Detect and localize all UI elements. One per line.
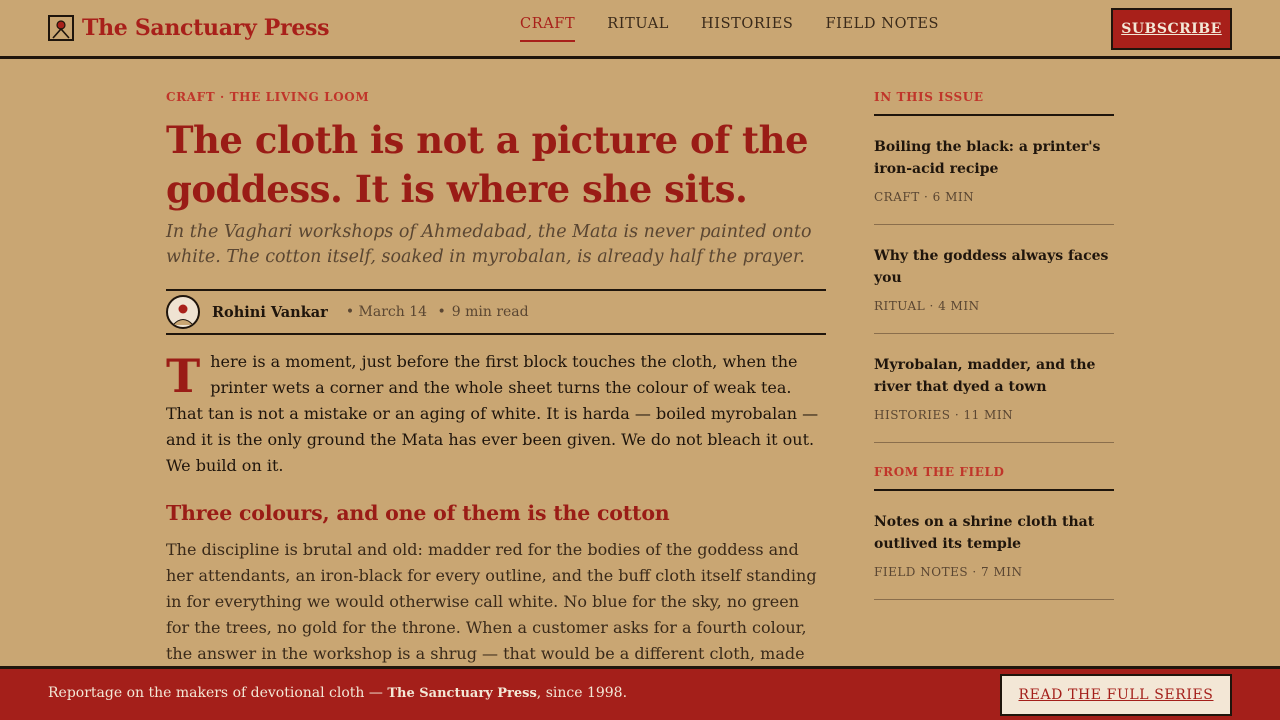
nav-item-histories[interactable]: HISTORIES	[701, 16, 794, 32]
article-kicker: CRAFT · THE LIVING LOOM	[166, 90, 370, 104]
sidebar-item-title[interactable]: Myrobalan, madder, and the river that dyed a town	[874, 357, 1096, 395]
nav-item-craft[interactable]: CRAFT	[520, 16, 575, 42]
sidebar	[874, 90, 1114, 600]
footer-text	[48, 685, 627, 701]
footer-banner	[0, 666, 1280, 720]
subscribe-button[interactable]: SUBSCRIBE	[1111, 8, 1232, 50]
nav-item-ritual[interactable]: RITUAL	[607, 16, 670, 32]
article-paragraph: The discipline is brutal and old: madder red for the bodies of the goddess and her attendants, an iron-black for every outline, and the buff cloth itself standing in for everything we would otherwise call white. No blue for the sky, no green for the trees, no gold for the throne. When a customer asks for a fourth colour, the answer in the workshop is a shrug — that would be a different cloth, made	[166, 540, 817, 663]
article-subhead: Three colours, and one of them is the cotton	[166, 501, 670, 525]
sidebar-item[interactable]	[874, 491, 1114, 600]
sidebar-item-title[interactable]: Why the goddess always faces you	[874, 248, 1109, 286]
bullet-separator: •	[345, 304, 355, 320]
author-name[interactable]: Rohini Vankar	[212, 303, 328, 321]
site-header	[0, 0, 1280, 59]
paragraph-text: here is a moment, just before the first block touches the cloth, when the printer wets a corner and the whole sheet turns the colour of weak tea. That tan is not a mistake or an aging of white. It is harda — boiled myrobalan — and it is the only ground the Mata has ever been given. We do not bleach it out. We build on it.	[166, 352, 819, 475]
article-headline: The cloth is not a picture of the goddess. It is where she sits.	[166, 118, 809, 211]
article	[166, 90, 826, 693]
from-the-field-heading: FROM THE FIELD	[874, 465, 1114, 491]
sidebar-item-title[interactable]: Notes on a shrine cloth that outlived its temple	[874, 514, 1095, 552]
sidebar-item-meta: CRAFT · 6 MIN	[874, 190, 975, 204]
sidebar-item-meta: HISTORIES · 11 MIN	[874, 408, 1014, 422]
footer-brand: The Sanctuary Press	[387, 686, 537, 701]
sidebar-item[interactable]	[874, 334, 1114, 443]
read-full-series-button[interactable]: READ THE FULL SERIES	[1000, 674, 1232, 716]
brand-name: The Sanctuary Press	[82, 15, 330, 41]
author-avatar	[166, 295, 200, 329]
main-nav	[520, 16, 939, 42]
bullet-separator: •	[437, 304, 446, 320]
article-date: March 14	[358, 304, 428, 320]
sidebar-item[interactable]	[874, 116, 1114, 225]
nav-item-field-notes[interactable]: FIELD NOTES	[825, 16, 940, 32]
article-meta	[346, 304, 529, 320]
sidebar-item-meta: FIELD NOTES · 7 MIN	[874, 565, 1023, 579]
in-this-issue-heading: IN THIS ISSUE	[874, 90, 1114, 116]
sidebar-item-title[interactable]: Boiling the black: a printer's iron-acid recipe	[874, 139, 1101, 177]
byline	[166, 289, 826, 335]
article-paragraph	[166, 349, 826, 479]
sidebar-item-meta: RITUAL · 4 MIN	[874, 299, 980, 313]
article-dek: In the Vaghari workshops of Ahmedabad, the Mata is never painted onto white. The cotton itself, soaked in myrobalan, is already half the prayer.	[166, 222, 812, 267]
read-time: 9 min read	[451, 304, 529, 320]
sidebar-item[interactable]	[874, 225, 1114, 334]
footer-text-before: Reportage on the makers of devotional cloth —	[48, 685, 388, 701]
footer-text-after: , since 1998.	[536, 685, 628, 701]
brand[interactable]	[48, 15, 329, 41]
drop-cap: T	[166, 349, 201, 403]
shrine-figure-icon	[48, 15, 74, 41]
